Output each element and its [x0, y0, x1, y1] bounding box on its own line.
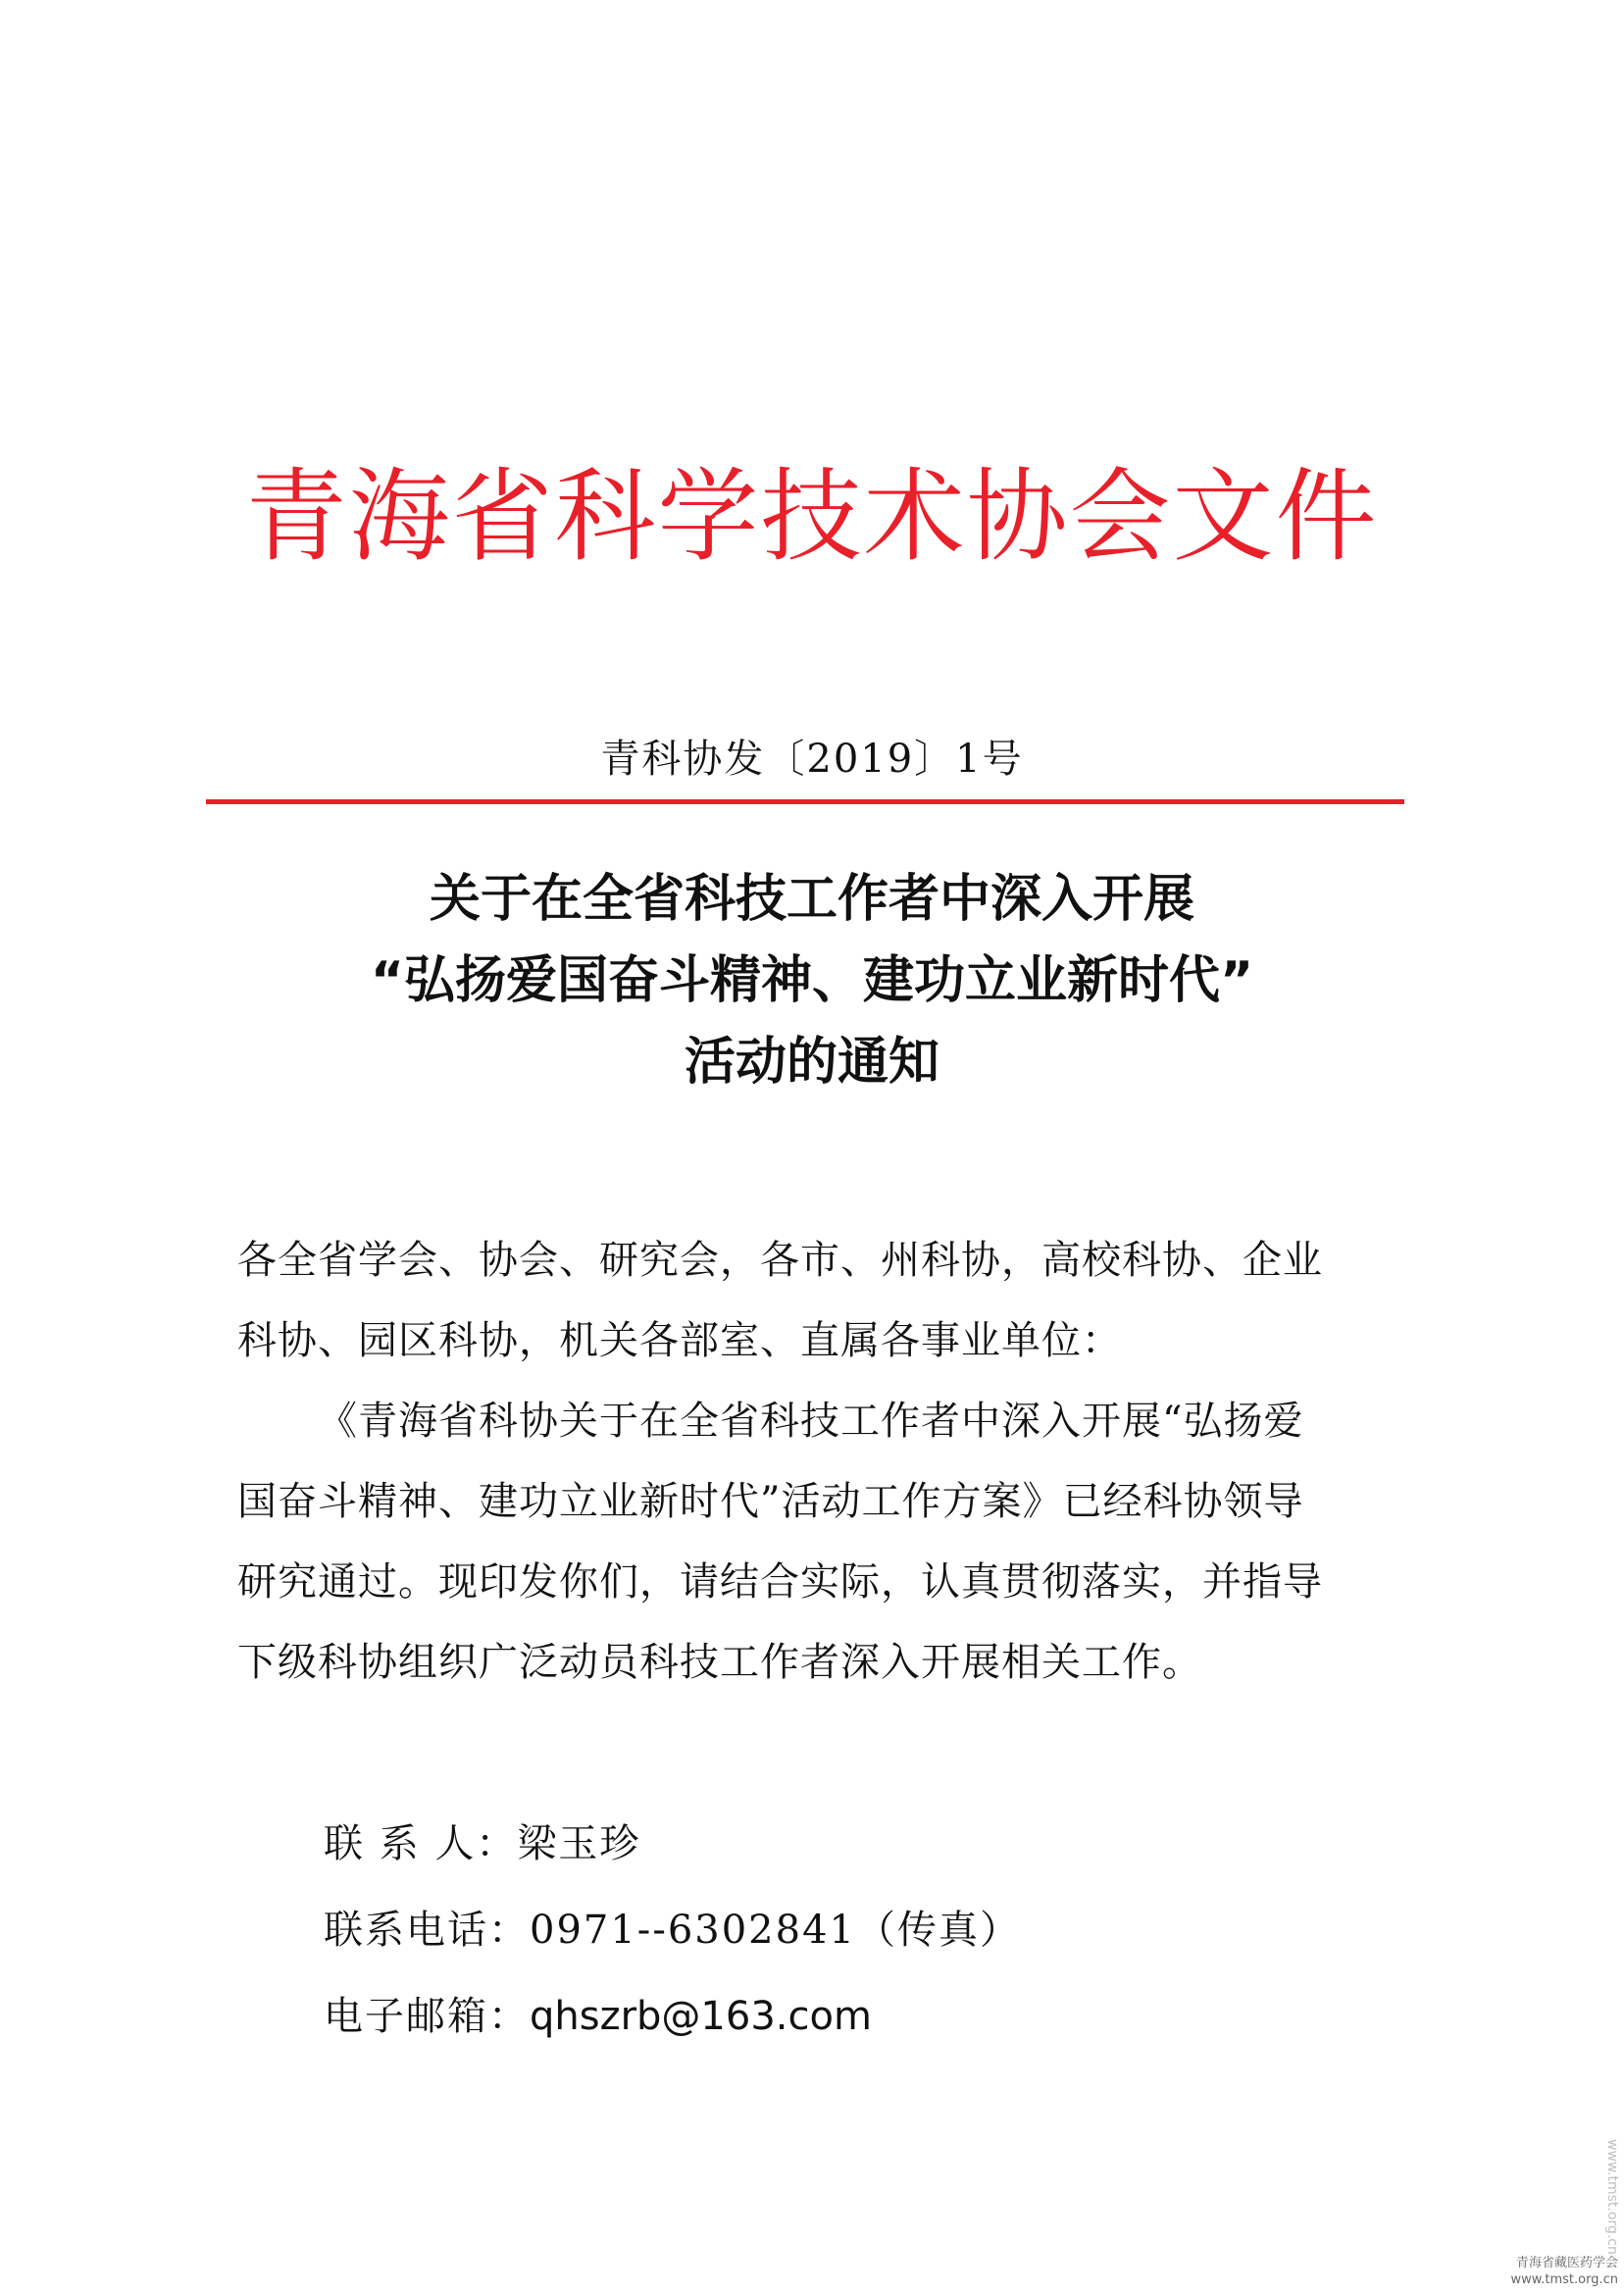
notice-body [237, 1220, 1395, 1703]
contact-email-label: 电子邮箱： [324, 1994, 530, 2039]
contact-block [324, 1801, 1353, 2060]
contact-phone-row [324, 1887, 1353, 1973]
body-line-6: 下级科协组织广泛动员科技工作者深入开展相关工作。 [237, 1640, 1202, 1685]
notice-title-line-1: 关于在全省科技工作者中深入开展 [429, 870, 1194, 929]
contact-email-value: qhszrb@163.com [530, 1994, 872, 2039]
contact-phone-label: 联系电话： [324, 1908, 530, 1953]
document-number: 青科协发〔2019〕1号 [600, 737, 1024, 782]
notice-title-line-3: 活动的通知 [684, 1033, 939, 1092]
red-divider-line [206, 799, 1404, 804]
contact-phone-value: 0971--6302841（传真） [530, 1908, 1021, 1953]
contact-person-row [324, 1801, 1353, 1887]
side-watermark: www.tmst.org.cn [1604, 2139, 1620, 2255]
contact-person-label: 联 系 人： [324, 1821, 518, 1866]
contact-person-value: 梁玉珍 [517, 1821, 641, 1866]
contact-email-row [324, 1973, 1353, 2060]
body-line-4: 国奋斗精神、建功立业新时代”活动工作方案》已经科协领导 [237, 1479, 1304, 1524]
masthead-title: 青海省科学技术协会文件 [245, 458, 1379, 576]
notice-title [216, 859, 1408, 1103]
body-line-2: 科协、园区科协，机关各部室、直属各事业单位： [237, 1318, 1122, 1363]
body-line-5: 研究通过。现印发你们，请结合实际，认真贯彻落实，并指导 [237, 1559, 1323, 1605]
body-line-3: 《青海省科协关于在全省科技工作者中深入开展“弘扬爱 [318, 1399, 1304, 1444]
footer-watermark [1471, 2253, 1624, 2294]
footer-watermark-line-2: www.tmst.org.cn [1510, 2272, 1618, 2287]
body-line-1: 各全省学会、协会、研究会，各市、州科协，高校科协、企业 [237, 1238, 1323, 1283]
notice-title-line-2: “弘扬爱国奋斗精神、建功立业新时代” [370, 951, 1254, 1010]
footer-watermark-line-1: 青海省藏医药学会 [1515, 2256, 1618, 2270]
